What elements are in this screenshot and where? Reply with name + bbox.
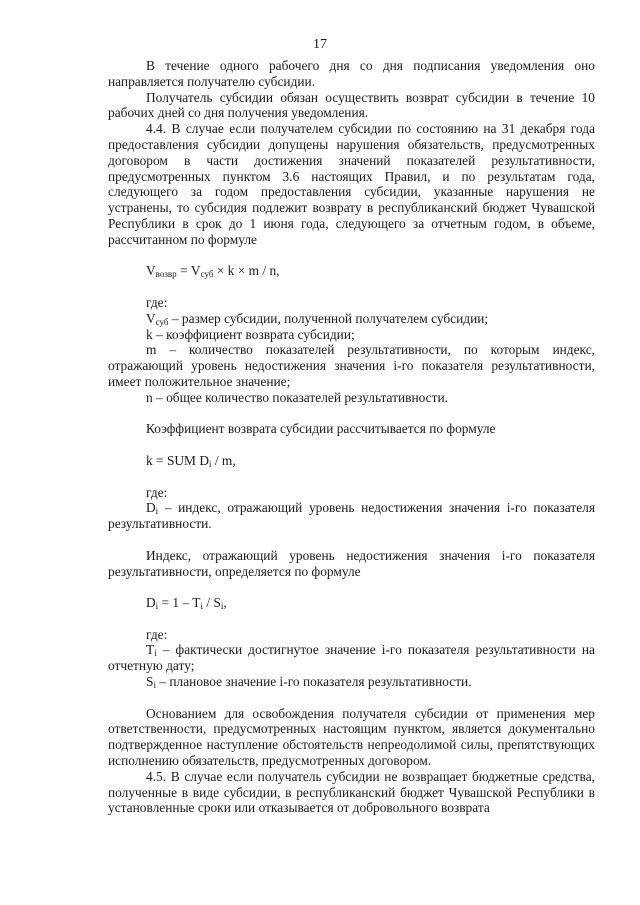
definition-text: – плановое значение i-го показателя результативности. — [155, 674, 472, 690]
definition-text: – размер субсидии, полученной получателем субсидии; — [168, 310, 489, 326]
paragraph-notification: В течение одного рабочего дня со дня подписания уведомления оно направляется получателю субсидии. — [108, 58, 595, 89]
formula-part: = V — [176, 263, 201, 279]
definition-symbol: S — [146, 674, 154, 690]
definition-s-i — [108, 674, 595, 690]
paragraph-4-5: 4.5. В случае если получатель субсидии не возвращает бюджетные средства, полученные в виде субсидии, в республиканский бюджет Чувашской Республики в установленные сроки или отказывается от добровольного возврата — [108, 768, 595, 816]
formula-subscript: суб — [200, 269, 214, 280]
formula-part: D — [146, 595, 156, 611]
formula-coefficient — [108, 453, 595, 469]
definition-symbol: D — [146, 500, 156, 516]
definition-subscript: i — [155, 506, 159, 517]
formula-part: k = SUM D — [146, 452, 209, 468]
formula-subscript: i — [220, 601, 224, 612]
definition-subscript: i — [153, 680, 156, 691]
definition-text: – фактически достигнутое значение i-го показателя результативности на отчетную дату; — [108, 642, 595, 674]
where-label: где: — [146, 294, 168, 310]
formula-subscript: возвр — [155, 269, 177, 280]
document-body — [108, 58, 595, 816]
definition-n: n – общее количество показателей результативности. — [146, 389, 448, 405]
paragraph-return-obligation: Получатель субсидии обязан осуществить возврат субсидии в течение 10 рабочих дней со дня получения уведомления. — [108, 89, 595, 121]
definition-symbol: T — [146, 642, 155, 658]
page-number: 17 — [313, 37, 327, 52]
formula-subscript: i — [155, 601, 159, 612]
formula-part: / S — [202, 595, 221, 611]
formula-part: / m, — [211, 452, 236, 468]
definition-text: – индекс, отражающий уровень недостижения значения i-го показателя результативности. — [108, 500, 595, 532]
formula-symbol: V — [146, 263, 156, 279]
definition-k: k – коэффициент возврата субсидии; — [146, 326, 355, 342]
definition-symbol: V — [146, 310, 156, 326]
definition-subscript: суб — [155, 316, 169, 327]
where-label: где: — [146, 626, 168, 642]
formula-subscript: i — [200, 601, 203, 612]
definition-m: m – количество показателей результативности, по которым индекс, отражающий уровень недостижения значения i-го показателя результативности, имеет положительное значение; — [108, 342, 595, 389]
formula-subscript: i — [208, 458, 212, 469]
formula-part: × k × m / n, — [213, 263, 280, 279]
formula-index — [108, 595, 595, 611]
formula-part: , — [223, 595, 227, 611]
formula-return-volume — [108, 263, 595, 279]
paragraph-force-majeure: Основанием для освобождения получателя субсидии от применения мер ответственности, предусмотренных настоящим пунктом, является документально подтвержденное наступление обстоятельств непреодолимой силы, препятствующих исполнению обязательств, предусмотренных договором. — [108, 705, 595, 769]
paragraph-4-4: 4.4. В случае если получателем субсидии по состоянию на 31 декабря года предоставления субсидии допущены нарушения обязательств, предусмотренных договором в части достижения значений показателей результативности, предусмотренных пунктом 3.6 настоящих Правил, и по результатам года, следующего за годом предоставления субсидии, указанные нарушения не устранены, то субсидия подлежит возврату в республиканский бюджет Чувашской Республики в срок до 1 июня года, следующего за отчетным годом, в объеме, рассчитанном по формуле — [108, 121, 595, 247]
where-label: где: — [146, 484, 168, 500]
formula-part: = 1 – T — [158, 595, 201, 611]
definition-t-i — [108, 642, 595, 674]
paragraph-coefficient: Коэффициент возврата субсидии рассчитывается по формуле — [146, 421, 496, 437]
definition-d-i — [108, 500, 595, 532]
definition-subscript: i — [154, 648, 157, 659]
paragraph-index: Индекс, отражающий уровень недостижения значения i-го показателя результативности, определяется по формуле — [108, 547, 595, 579]
definition-v-sub — [108, 311, 595, 327]
